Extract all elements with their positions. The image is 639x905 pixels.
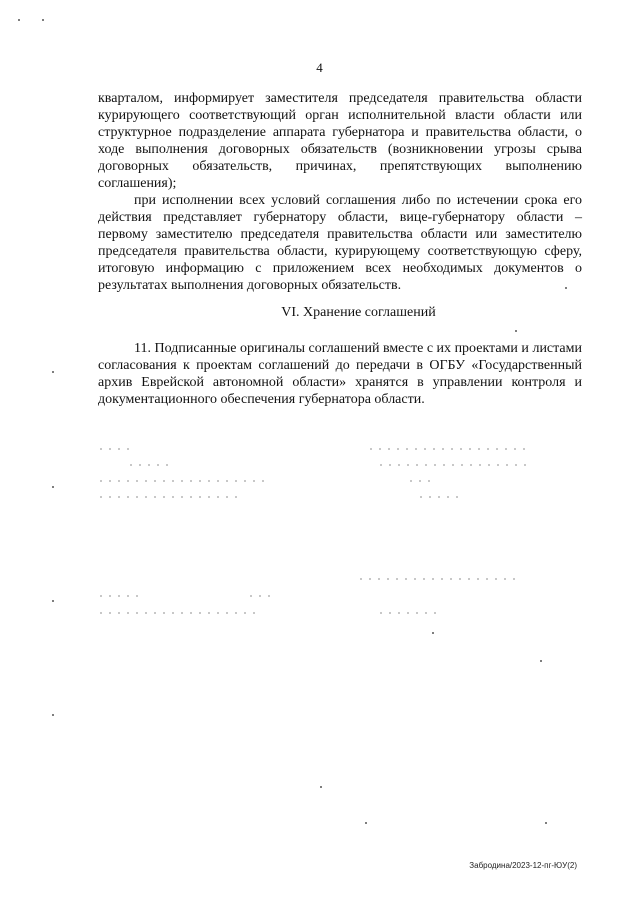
scan-speck xyxy=(365,822,367,824)
scan-speck xyxy=(18,19,20,21)
show-through-line xyxy=(370,448,530,450)
scan-speck xyxy=(52,600,54,602)
scan-speck xyxy=(545,822,547,824)
scan-speck xyxy=(540,660,542,662)
paragraph-final-report: при исполнении всех условий соглашения либо по истечении срока его действия представляет губернатору области, вице-губернатору области – первому заместителю председателя правительства области или заместителю председателя правительства области, курирующему соответствующую сферу, итоговую информацию с приложением всех необходимых документов о результатах выполнения договорных обязательств. xyxy=(98,193,582,293)
show-through-line xyxy=(100,448,130,450)
show-through-line xyxy=(100,496,240,498)
show-through-line xyxy=(360,578,520,580)
paragraph-reporting: кварталом, информирует заместителя председателя правительства области курирующего соответствующий орган исполнительной власти области или структурное подразделение аппарата губернатора и правительства области, о ходе выполнения договорных обязательств (возникновении угрозы срыва договорных обязательств, причинах, препятствующих выполнению соглашения); xyxy=(98,91,582,191)
show-through-line xyxy=(380,612,440,614)
show-through-line xyxy=(100,480,270,482)
document-body xyxy=(98,90,582,294)
show-through-line xyxy=(100,612,260,614)
section-body xyxy=(98,340,582,408)
show-through-line xyxy=(420,496,460,498)
show-through-line xyxy=(130,464,170,466)
show-through-line xyxy=(380,464,530,466)
show-through-line xyxy=(100,595,140,597)
scan-speck xyxy=(515,330,517,332)
scan-speck xyxy=(52,714,54,716)
footer-document-code: Забродина/2023-12-пг-ЮУ(2) xyxy=(469,861,577,870)
page-number: 4 xyxy=(316,60,323,75)
scan-speck xyxy=(42,19,44,21)
show-through-line xyxy=(250,595,270,597)
paragraph-storage: 11. Подписанные оригиналы соглашений вместе с их проектами и листами согласования к проектам соглашений до передачи в ОГБУ «Государственный архив Еврейской автономной области» хранятся в управлении контроля и документационного обеспечения губернатора области. xyxy=(98,341,582,407)
scan-speck xyxy=(432,632,434,634)
section-heading: VI. Хранение соглашений xyxy=(281,305,436,320)
scan-speck xyxy=(320,786,322,788)
scan-speck xyxy=(565,287,567,289)
scan-speck xyxy=(52,371,54,373)
show-through-line xyxy=(410,480,430,482)
scan-speck xyxy=(52,486,54,488)
